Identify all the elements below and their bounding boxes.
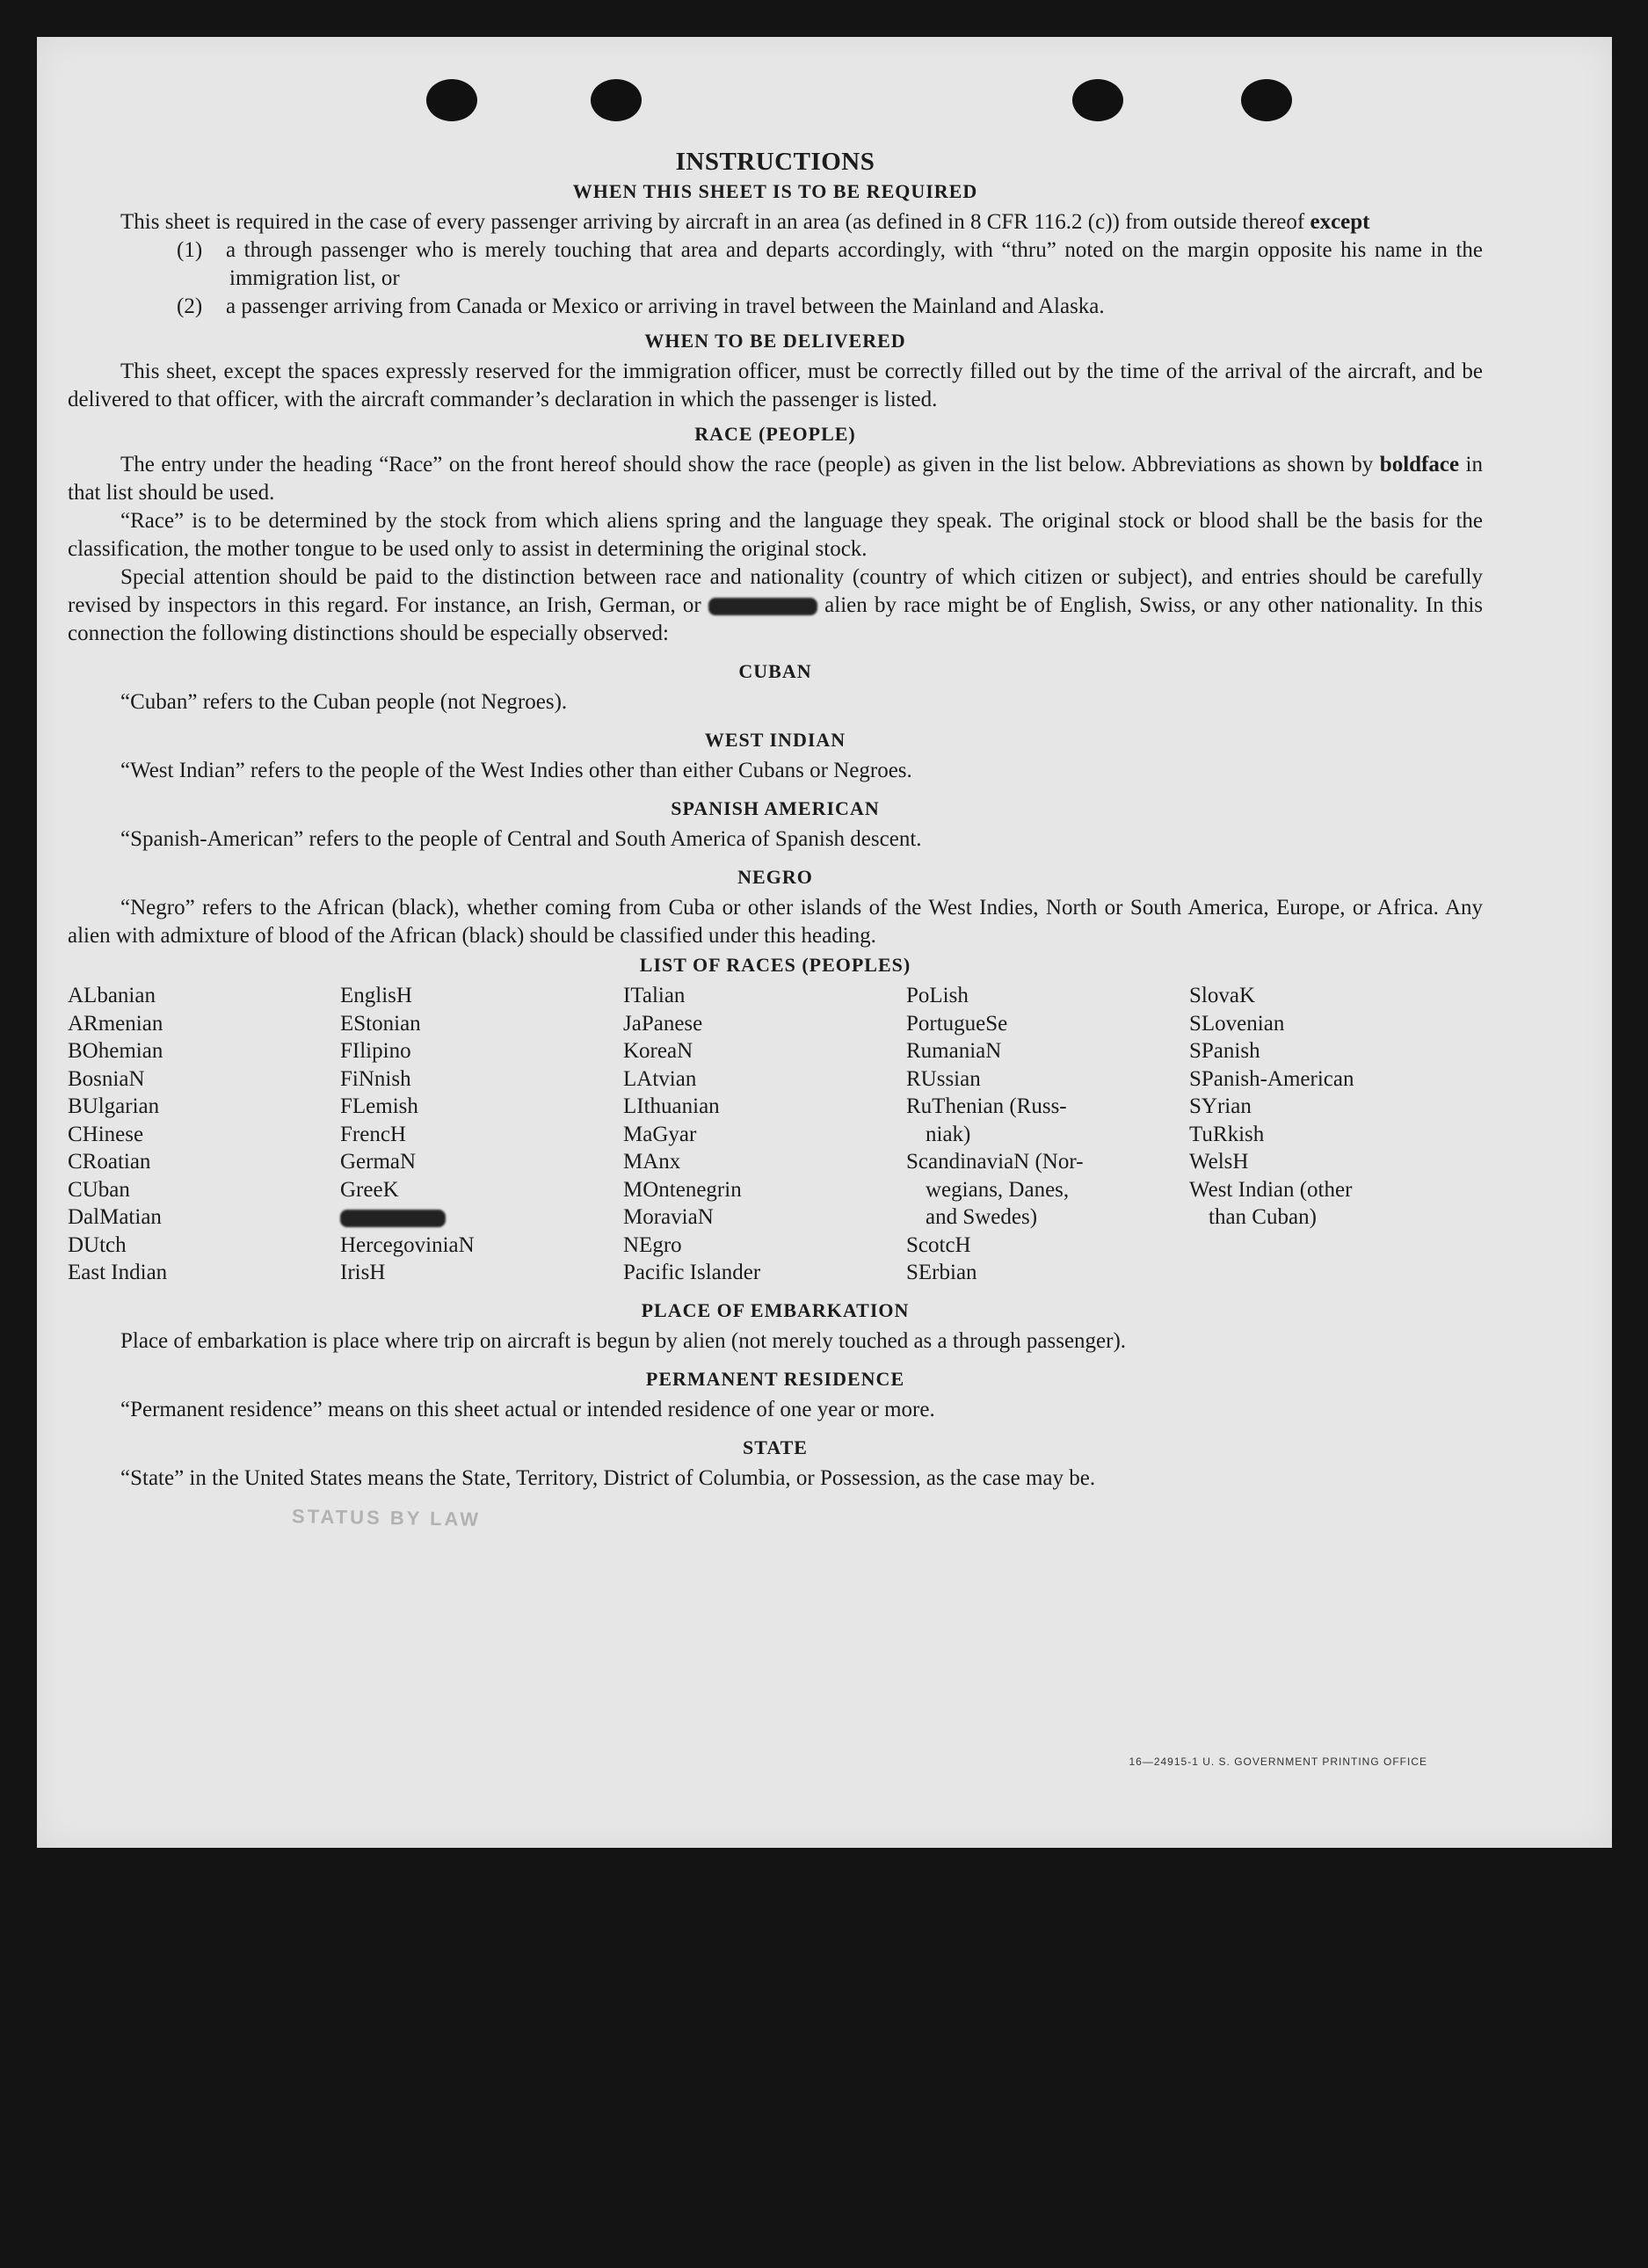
race-item: ARmenian bbox=[68, 1011, 163, 1036]
paragraph-race-stock: “Race” is to be determined by the stock from which aliens spring and the language they speak. The original stock or blood shall be the basis for the classification, the mother tongue to be used only to assist in determining the original stock. bbox=[68, 509, 1483, 561]
race-item: PoLish bbox=[906, 984, 969, 1007]
race-item: SlovaK bbox=[1189, 984, 1255, 1007]
race-item: Pacific Islander bbox=[623, 1261, 761, 1284]
heading-when-required: WHEN THIS SHEET IS TO BE REQUIRED bbox=[572, 180, 978, 202]
race-item: BUlgarian bbox=[68, 1094, 160, 1118]
punch-hole bbox=[426, 79, 477, 121]
page-title: INSTRUCTIONS bbox=[675, 148, 875, 176]
race-item: TuRkish bbox=[1189, 1122, 1265, 1146]
heading-state: STATE bbox=[743, 1436, 808, 1458]
heading-west-indian: WEST INDIAN bbox=[704, 729, 846, 751]
paragraph-embarkation: Place of embarkation is place where trip on aircraft is begun by alien (not merely touched as a through passenger). bbox=[120, 1328, 1127, 1353]
paragraph-west-indian: “West Indian” refers to the people of the West Indies other than either Cubans or Negroes. bbox=[120, 759, 912, 782]
race-item: East Indian bbox=[68, 1261, 168, 1284]
race-item-continuation: wegians, Danes, bbox=[926, 1177, 1070, 1202]
race-item: EnglisH bbox=[340, 984, 412, 1007]
punch-hole bbox=[1241, 79, 1292, 121]
faded-stamp: STATUS BY LAW bbox=[291, 1505, 482, 1530]
race-item: ScandinaviaN (Nor- bbox=[906, 1150, 1084, 1174]
race-item: DUtch bbox=[68, 1232, 127, 1257]
paragraph-negro: “Negro” refers to the African (black), whether coming from Cuba or other islands of the West Indies, North or South America, Europe, or Africa. Any alien with admixture of blood of the African (black) should be classified under this heading. bbox=[68, 896, 1483, 948]
race-item: GreeK bbox=[340, 1177, 399, 1202]
paragraph-when-delivered: This sheet, except the spaces expressly reserved for the immigration officer, must be correctly filled out by the time of the arrival of the aircraft, and be delivered to that officer, with the aircraft commander’s declaration in which the passenger is listed. bbox=[68, 360, 1483, 411]
redaction-mark bbox=[708, 598, 817, 615]
list-item-through-passenger: (1) a through passenger who is merely touching that area and departs accordingly, with “thru” noted on the margin opposite his name in the immigration list, or bbox=[177, 238, 1483, 290]
race-column-5 bbox=[1189, 982, 1483, 1287]
instructions-body bbox=[68, 148, 1483, 1493]
race-column-1 bbox=[68, 982, 340, 1287]
race-item: RUssian bbox=[906, 1066, 981, 1091]
printing-office-code: 16—24915-1 U. S. GOVERNMENT PRINTING OFFICE bbox=[1129, 1756, 1427, 1768]
race-item: NEgro bbox=[623, 1232, 682, 1257]
race-item: CUban bbox=[68, 1177, 130, 1202]
race-item: LAtvian bbox=[623, 1066, 697, 1091]
heading-when-delivered: WHEN TO BE DELIVERED bbox=[644, 330, 906, 352]
race-item: CRoatian bbox=[68, 1150, 151, 1174]
race-column-4 bbox=[906, 982, 1189, 1287]
paragraph-race-entry: The entry under the heading “Race” on the front hereof should show the race (people) as given in the list below. Abbreviations as shown by boldface in that list should be used. bbox=[68, 453, 1484, 505]
punch-hole bbox=[591, 79, 642, 121]
race-item: MaGyar bbox=[623, 1122, 697, 1146]
race-item: FrencH bbox=[340, 1122, 406, 1146]
race-item: HercegoviniaN bbox=[340, 1232, 475, 1257]
heading-race: RACE (PEOPLE) bbox=[694, 423, 856, 445]
race-item: MOntenegrin bbox=[623, 1177, 742, 1202]
race-item: RuThenian (Russ- bbox=[906, 1094, 1067, 1118]
heading-embarkation: PLACE OF EMBARKATION bbox=[641, 1298, 910, 1321]
heading-cuban: CUBAN bbox=[738, 660, 812, 682]
paragraph-permanent-residence: “Permanent residence” means on this sheet actual or intended residence of one year or more. bbox=[120, 1397, 935, 1421]
race-column-2 bbox=[340, 982, 623, 1287]
paragraph-cuban: “Cuban” refers to the Cuban people (not Negroes). bbox=[120, 690, 568, 714]
race-item: FLemish bbox=[340, 1094, 418, 1118]
race-item-continuation: and Swedes) bbox=[926, 1205, 1038, 1229]
redaction-mark bbox=[340, 1210, 446, 1227]
race-item: SPanish bbox=[1189, 1039, 1260, 1063]
paragraph-state: “State” in the United States means the State, Territory, District of Columbia, or Possession, as the case may be. bbox=[120, 1465, 1096, 1490]
race-item: LIthuanian bbox=[623, 1094, 720, 1118]
race-item: FiNnish bbox=[340, 1066, 411, 1091]
heading-permanent-residence: PERMANENT RESIDENCE bbox=[645, 1367, 905, 1390]
race-item-continuation: niak) bbox=[926, 1122, 971, 1146]
race-item-redacted bbox=[340, 1203, 623, 1232]
race-column-3 bbox=[623, 982, 906, 1287]
paragraph-spanish-american: “Spanish-American” refers to the people of Central and South America of Spanish descent. bbox=[120, 827, 922, 851]
race-item: SPanish-American bbox=[1189, 1066, 1354, 1091]
document-sheet bbox=[37, 37, 1612, 1848]
race-item: ScotcH bbox=[906, 1232, 971, 1257]
race-item-continuation: than Cuban) bbox=[1209, 1205, 1317, 1229]
paragraph-race-nationality: Special attention should be paid to the distinction between race and nationality (country of which citizen or subject), and entries should be carefully revised by inspectors in this regard. For instance, an Irish, German, or alien by race might be of English, Swiss, or any other nationality. In this connection the following distinctions should be especially observed: bbox=[68, 565, 1483, 645]
race-item: RumaniaN bbox=[906, 1039, 1002, 1063]
race-list bbox=[68, 982, 1483, 1287]
race-item: ITalian bbox=[623, 984, 686, 1007]
race-item: MoraviaN bbox=[623, 1205, 714, 1229]
heading-list-of-races: LIST OF RACES (PEOPLES) bbox=[639, 954, 911, 976]
race-item: GermaN bbox=[340, 1150, 417, 1174]
race-item: PortugueSe bbox=[906, 1011, 1008, 1036]
race-item: BOhemian bbox=[68, 1039, 163, 1063]
race-item: MAnx bbox=[623, 1150, 681, 1174]
list-item-canada-mexico: (2) a passenger arriving from Canada or Mexico or arriving in travel between the Mainland and Alaska. bbox=[177, 294, 1105, 318]
race-item: BosniaN bbox=[68, 1066, 145, 1091]
race-item: EStonian bbox=[340, 1011, 421, 1036]
race-item: CHinese bbox=[68, 1122, 144, 1146]
race-item: DalMatian bbox=[68, 1205, 162, 1229]
race-item: West Indian (other bbox=[1189, 1177, 1353, 1202]
race-item: SLovenian bbox=[1189, 1011, 1285, 1036]
race-item: KoreaN bbox=[623, 1039, 693, 1063]
race-item: IrisH bbox=[340, 1261, 386, 1284]
race-item: SYrian bbox=[1189, 1094, 1252, 1118]
race-item: SErbian bbox=[906, 1261, 977, 1284]
heading-negro: NEGRO bbox=[737, 866, 813, 888]
punch-hole bbox=[1072, 79, 1123, 121]
race-item: WelsH bbox=[1189, 1150, 1249, 1174]
paragraph-when-required: This sheet is required in the case of every passenger arriving by aircraft in an area (as defined in 8 CFR 116.2 (c)) from outside thereof except bbox=[120, 210, 1370, 234]
heading-spanish-american: SPANISH AMERICAN bbox=[671, 797, 880, 819]
race-item: FIlipino bbox=[340, 1039, 411, 1063]
race-item: ALbanian bbox=[68, 984, 156, 1007]
race-item: JaPanese bbox=[623, 1011, 703, 1036]
